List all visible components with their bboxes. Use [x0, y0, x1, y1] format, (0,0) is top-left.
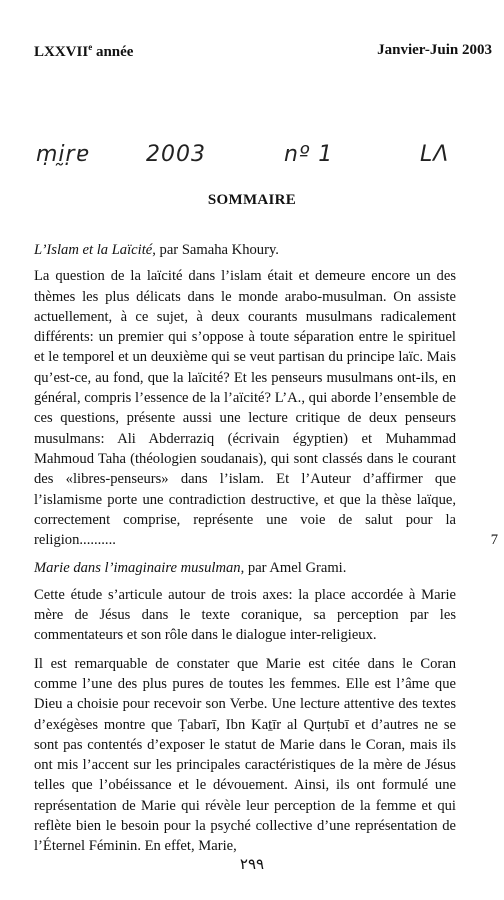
article-2-author: , par Amel Grami. — [240, 560, 347, 577]
article-1-title: L’Islam et la Laïcité — [34, 242, 153, 258]
volume-label: LXXVIIe année — [34, 42, 134, 60]
handwritten-note-3: nº 1 — [284, 142, 334, 167]
article-1-page-number: 7 — [490, 532, 498, 549]
page-title: SOMMAIRE — [207, 192, 297, 208]
handwritten-note-1: ṃḭṛɐ — [36, 142, 91, 167]
footer-page-number: ٢٩٩ — [239, 855, 265, 873]
handwritten-note-2: 2003 — [146, 142, 206, 167]
article-2-paragraph-2: Il est remarquable de constater que Marie est citée dans le Coran comme l’une des plus pures de toutes les femmes. Elle est l’âme que Dieu a choisie pour recevoir son Verbe. Une lecture attentive des textes d’exégèses montre que Ṭabarī, Ibn Kaṯīr al Qurṭubī et d’autres ne se sont pas contentés d’exposer le statut de Marie dans le Coran, mais ils ont mis l’accent sur les principales caractéristiques de la mère de Jésus telles que l’obéissance et le dévouement. Ainsi, ils ont formulé une représentation de Marie qui révèle leur perception de la femme et qui reflète bien le besoin pour la psyché collective d’une représentation de l’Éternel Féminin. En effet, Marie, — [34, 655, 456, 855]
issue-date: Janvier-Juin 2003 — [377, 42, 492, 58]
article-1-author: , par Samaha Khoury. — [152, 242, 279, 258]
handwritten-note-4: LΛ — [420, 142, 450, 167]
article-2-heading — [34, 558, 456, 578]
table-of-contents — [34, 240, 498, 865]
article-1-paragraph-1: La question de la laïcité dans l’islam était et demeure encore un des thèmes les plus délicats dans le monde arabo-musulman. On assiste actuellement, à ce sujet, à deux courants musulmans radicalement différents: un premier qui s’oppose à toute séparation entre le spirituel et le temporel et un deuxième qui se veut partisan du principe laïc. Mais qu’est-ce, au fond, que la laïcité? Et les penseurs musulmans ont-ils, en général, compris l’essence de la l’aïcité? L’A., qui aborde l’ensemble de ces questions, présente aussi une lecture critique de deux penseurs musulmans: Ali Abderraziq (écrivain égyptien) et Muhammad Mahmoud Taha (théologien soudanais), qui sont classés dans le courant des «libres-penseurs» dans l’islam. Et l’Auteur d’affirmer que l’islamisme porte une contradiction destructive, et que la thèse laïque, correctement comprise, représente une voie de salut pour la religion.......... — [34, 268, 456, 549]
article-1-summary — [34, 266, 498, 550]
page-header — [34, 42, 492, 61]
article-2-paragraph-1: Cette étude s’articule autour de trois axes: la place accordée à Marie mère de Jésus dans le texte coranique, sa perception par les commentateurs et son rôle dans le dialogue inter-religieux. — [34, 586, 456, 644]
article-2-title: Marie dans l’imaginaire musulman — [34, 560, 241, 577]
article-1-heading — [34, 240, 456, 260]
